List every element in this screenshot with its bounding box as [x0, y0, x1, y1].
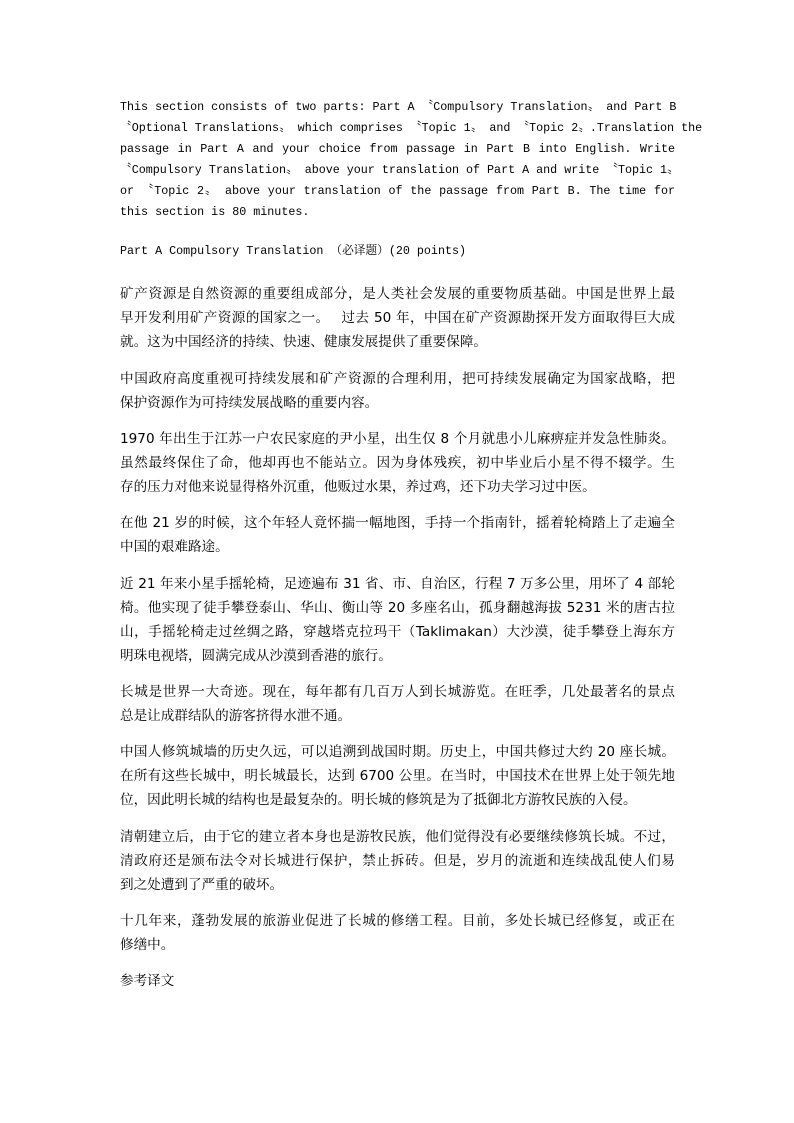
- chinese-paragraph: [120, 427, 675, 499]
- text-line: 在所有这些长城中，明长城最长，达到 6700 公里。在当时，中国技术在世界上处于领先地: [120, 768, 675, 784]
- text-line: 近 21 年来小星手摇轮椅，足迹遍布 31 省、市、自治区，行程 7 万多公里，用坏了 4 部轮: [120, 576, 675, 592]
- text-line: 就。这为中国经济的持续、快速、健康发展提供了重要保障。: [120, 334, 488, 350]
- chinese-paragraph: [120, 680, 675, 728]
- text-line: 〝Compulsory Translation〟 above your translation of Part A and write 〝Topic 1〟: [120, 163, 679, 177]
- text-line: 修缮中。: [120, 937, 175, 953]
- text-line: This section consists of two parts: Part A 〝Compulsory Translation〟 and Part B: [120, 100, 677, 114]
- part-a-heading: [120, 241, 675, 262]
- text-line: passage in Part A and your choice from passage in Part B into English. Write: [120, 142, 675, 156]
- text-line: 位，因此明长城的结构也是最复杂的。明长城的修筑是为了抵御北方游牧民族的入侵。: [120, 792, 637, 808]
- chinese-paragraph: [120, 909, 675, 957]
- text-line: 中国的艰难路途。: [120, 539, 229, 555]
- instructions-paragraph: [120, 97, 703, 223]
- text-line: 中国政府高度重视可持续发展和矿产资源的合理利用，把可持续发展确定为国家战略，把: [120, 371, 675, 387]
- text-line: 〝Optional Translations〟 which comprises 〝Topic 1〟 and 〝Topic 2〟.Translation the: [120, 121, 703, 135]
- text-line: 清朝建立后，由于它的建立者本身也是游牧民族，他们觉得没有必要继续修筑长城。不过，: [120, 829, 675, 845]
- text-line: or 〝Topic 2〟 above your translation of the passage from Part B. The time for: [120, 184, 675, 198]
- reference-translation-heading: [120, 969, 675, 993]
- text-line: this section is 80 minutes.: [120, 205, 310, 219]
- text-line: 清政府还是颁布法令对长城进行保护，禁止拆砖。但是，岁月的流逝和连续战乱使人们易: [120, 853, 675, 869]
- reference-heading-text: 参考译文: [120, 973, 175, 989]
- chinese-paragraph: [120, 572, 675, 668]
- text-line: 在他 21 岁的时候，这个年轻人竟怀揣一幅地图，手持一个指南针，摇着轮椅踏上了走遍全: [120, 515, 675, 531]
- part-a-heading-text: Part A Compulsory Translation （必译题）(20 points): [120, 244, 466, 258]
- chinese-paragraph: [120, 825, 675, 897]
- text-line: 到之处遭到了严重的破坏。: [120, 877, 284, 893]
- text-line: 山，手摇轮椅走过丝绸之路，穿越塔克拉玛干（Taklimakan）大沙漠，徒手攀登上海东方: [120, 624, 675, 640]
- text-line: 1970 年出生于江苏一户农民家庭的尹小星，出生仅 8 个月就患小儿麻痹症并发急性肺炎。: [120, 431, 675, 447]
- text-line: 虽然最终保住了命，他却再也不能站立。因为身体残疾，初中毕业后小星不得不辍学。生: [120, 455, 675, 471]
- chinese-paragraph: [120, 282, 675, 354]
- text-line: 长城是世界一大奇迹。现在，每年都有几百万人到长城游览。在旺季，几处最著名的景点: [120, 684, 675, 700]
- text-line: 明珠电视塔，圆满完成从沙漠到香港的旅行。: [120, 648, 392, 664]
- chinese-paragraph: [120, 511, 675, 559]
- text-line: 椅。他实现了徒手攀登泰山、华山、衡山等 20 多座名山，孤身翻越海拔 5231 米的唐古拉: [120, 600, 675, 616]
- text-line: 矿产资源是自然资源的重要组成部分，是人类社会发展的重要物质基础。中国是世界上最: [120, 286, 675, 302]
- chinese-paragraph: [120, 740, 675, 812]
- text-line: 总是让成群结队的游客挤得水泄不通。: [120, 708, 352, 724]
- text-line: 存的压力对他来说显得格外沉重，他贩过水果，养过鸡，还下功夫学习过中医。: [120, 479, 596, 495]
- text-line: 十几年来，蓬勃发展的旅游业促进了长城的修缮工程。目前，多处长城已经修复，或正在: [120, 913, 675, 929]
- chinese-paragraph: [120, 367, 675, 415]
- text-line: 中国人修筑城墙的历史久远，可以追溯到战国时期。历史上，中国共修过大约 20 座长城。: [120, 744, 675, 760]
- text-line: 保护资源作为可持续发展战略的重要内容。: [120, 395, 379, 411]
- text-line: 早开发利用矿产资源的国家之一。 过去 50 年，中国在矿产资源勘探开发方面取得巨大成: [120, 310, 675, 326]
